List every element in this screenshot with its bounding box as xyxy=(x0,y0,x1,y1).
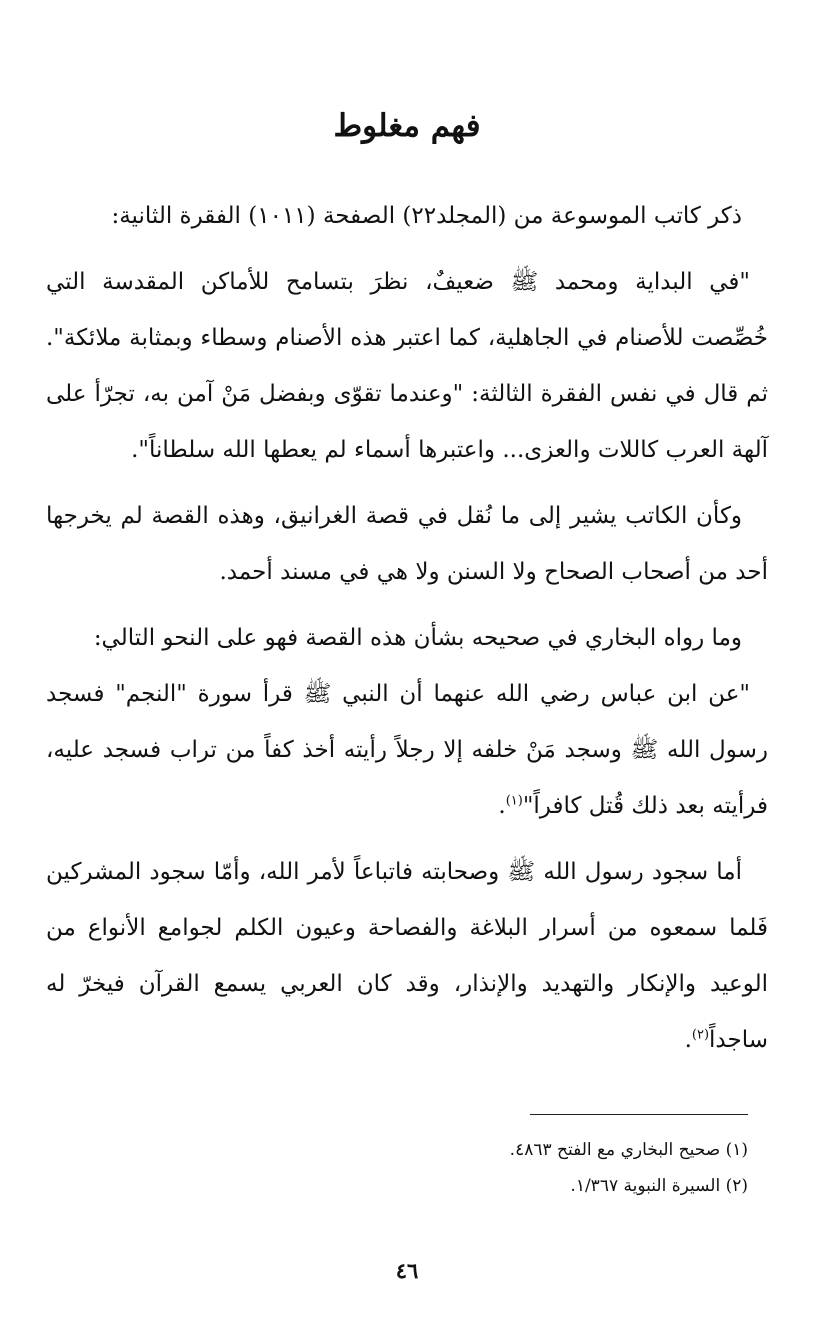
sujood-text: أما سجود رسول الله ﷺ وصحابته فاتباعاً لأمر الله، وأمّا سجود المشركين فَلما سمعوه من أسرار البلاغة والفصاحة وعيون الكلم لجوامع الأنواع من الوعيد والإنكار والتهديد والإنذار، وقد كان العربي يسمع القرآن فيخرّ له ساجداً xyxy=(46,859,768,1053)
paragraph-intro: ذكر كاتب الموسوعة من (المجلد٢٢) الصفحة (١٠١١) الفقرة الثانية: xyxy=(111,203,742,229)
sujood-end: . xyxy=(684,1027,692,1053)
paragraph-gharaniq: وكأن الكاتب يشير إلى ما نُقل في قصة الغرانيق، وهذه القصة لم يخرجها أحد من أصحاب الصحاح ولا السنن ولا هي في مسند أحمد. xyxy=(46,503,768,585)
paragraph-encyclopedia-quote: "في البداية ومحمد ﷺ ضعيفٌ، نظرَ بتسامح للأماكن المقدسة التي خُصِّصت للأصنام في الجاهلية، كما اعتبر هذه الأصنام وسطاء وبمثابة ملائكة". ثم قال في نفس الفقرة الثالثة: "وعندما تقوّى وبفضل مَنْ آمن به، تجرّأ على آلهة العرب كاللات والعزى... واعتبرها أسماء لم يعطها الله سلطاناً". xyxy=(46,269,768,463)
footnotes xyxy=(308,1132,748,1204)
paragraph-sujood xyxy=(46,844,768,1068)
hadith-end: . xyxy=(498,793,506,819)
paragraph-bukhari-intro: وما رواه البخاري في صحيحه بشأن هذه القصة فهو على النحو التالي: xyxy=(93,625,742,651)
footnote-ref-2: (٢) xyxy=(691,1027,710,1043)
hadith-text: "عن ابن عباس رضي الله عنهما أن النبي ﷺ قرأ سورة "النجم" فسجد رسول الله ﷺ وسجد مَنْ خلفه إلا رجلاً رأيته أخذ كفاً من تراب فسجد عليه، فرأيته بعد ذلك قُتل كافراً" xyxy=(46,681,768,819)
footnote-1: (١) صحيح البخاري مع الفتح ٤٨٦٣. xyxy=(509,1140,748,1160)
footnote-ref-1: (١) xyxy=(505,793,523,809)
footnote-divider xyxy=(530,1114,748,1115)
footnote-2: (٢) السيرة النبوية ١/٣٦٧. xyxy=(570,1176,748,1196)
body-text xyxy=(46,188,768,1078)
page-number: ٤٦ xyxy=(395,1258,419,1283)
paragraph-hadith-quote xyxy=(46,666,768,834)
page-title: فهم مغلوط xyxy=(333,108,481,144)
